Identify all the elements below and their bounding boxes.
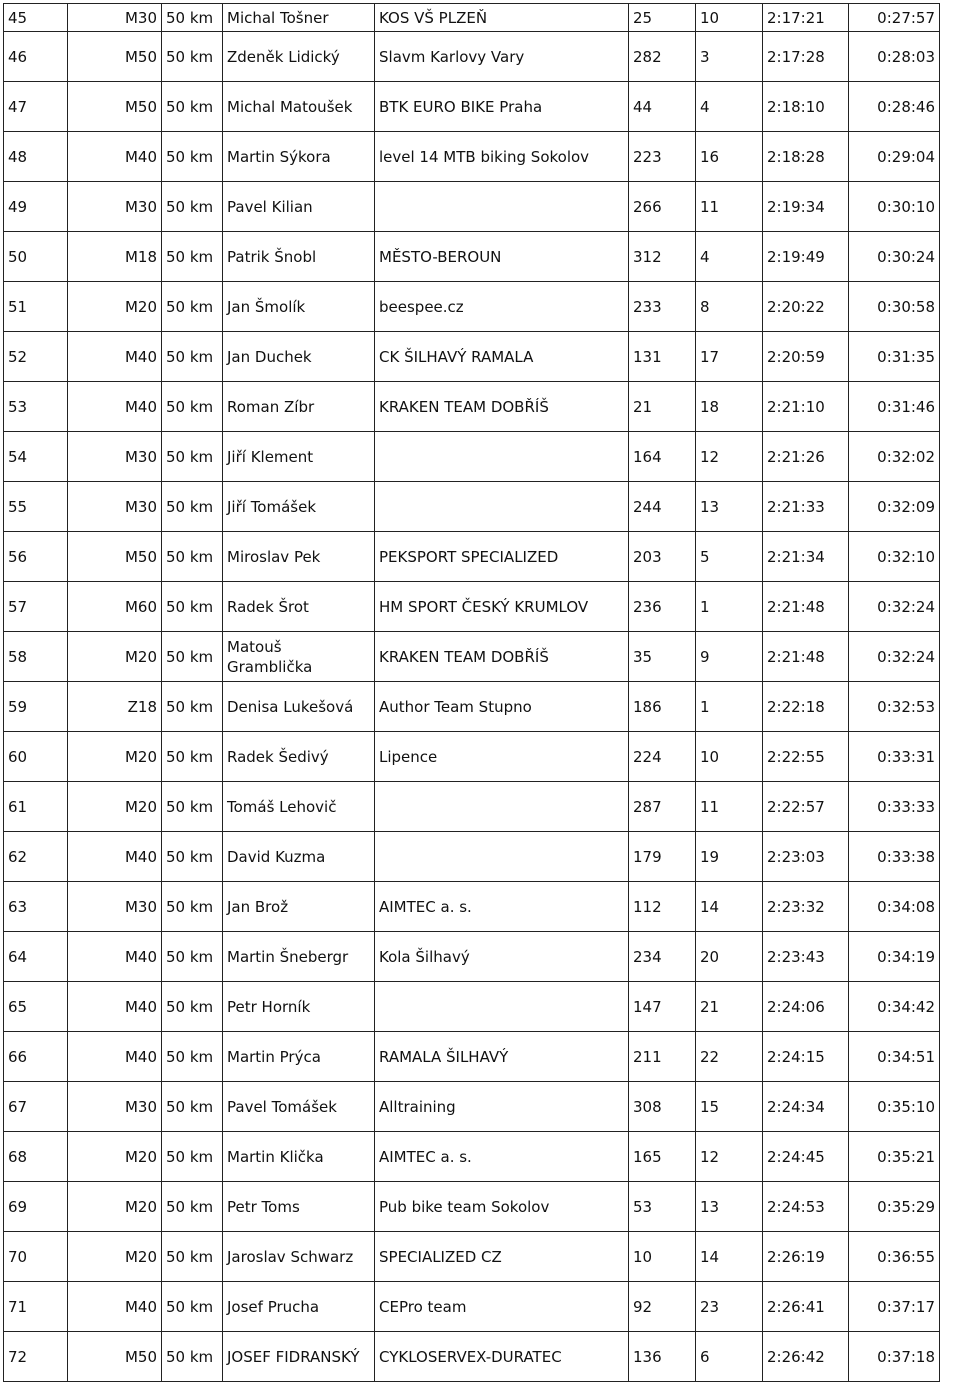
team-cell xyxy=(375,982,629,1032)
category-position-cell: 18 xyxy=(696,382,763,432)
team-cell: RAMALA ŠILHAVÝ xyxy=(375,1032,629,1082)
rider-name-cell: Jan Šmolík xyxy=(223,282,375,332)
distance-cell: 50 km xyxy=(162,1182,223,1232)
position-cell: 59 xyxy=(4,682,68,732)
finish-time-cell: 2:23:32 xyxy=(763,882,849,932)
finish-time-cell: 2:26:42 xyxy=(763,1332,849,1382)
team-cell: Lipence xyxy=(375,732,629,782)
start-number-cell: 236 xyxy=(629,582,696,632)
start-number-cell: 164 xyxy=(629,432,696,482)
category-position-cell: 3 xyxy=(696,32,763,82)
category-cell: M40 xyxy=(68,832,162,882)
time-loss-cell: 0:35:10 xyxy=(849,1082,940,1132)
time-loss-cell: 0:30:58 xyxy=(849,282,940,332)
time-loss-cell: 0:32:53 xyxy=(849,682,940,732)
distance-cell: 50 km xyxy=(162,82,223,132)
team-cell: PEKSPORT SPECIALIZED xyxy=(375,532,629,582)
category-cell: M20 xyxy=(68,732,162,782)
start-number-cell: 131 xyxy=(629,332,696,382)
team-cell: Alltraining xyxy=(375,1082,629,1132)
start-number-cell: 308 xyxy=(629,1082,696,1132)
start-number-cell: 211 xyxy=(629,1032,696,1082)
finish-time-cell: 2:18:10 xyxy=(763,82,849,132)
distance-cell: 50 km xyxy=(162,882,223,932)
category-position-cell: 10 xyxy=(696,4,763,32)
team-cell: AIMTEC a. s. xyxy=(375,882,629,932)
finish-time-cell: 2:24:34 xyxy=(763,1082,849,1132)
distance-cell: 50 km xyxy=(162,482,223,532)
position-cell: 65 xyxy=(4,982,68,1032)
table-row xyxy=(4,582,940,632)
category-cell: M40 xyxy=(68,932,162,982)
team-cell: SPECIALIZED CZ xyxy=(375,1232,629,1282)
position-cell: 52 xyxy=(4,332,68,382)
team-cell xyxy=(375,432,629,482)
position-cell: 67 xyxy=(4,1082,68,1132)
start-number-cell: 223 xyxy=(629,132,696,182)
team-cell xyxy=(375,482,629,532)
rider-name-cell: Jiří Tomášek xyxy=(223,482,375,532)
team-cell: CYKLOSERVEX-DURATEC xyxy=(375,1332,629,1382)
rider-name-cell: Miroslav Pek xyxy=(223,532,375,582)
category-position-cell: 10 xyxy=(696,732,763,782)
start-number-cell: 224 xyxy=(629,732,696,782)
finish-time-cell: 2:19:34 xyxy=(763,182,849,232)
finish-time-cell: 2:21:48 xyxy=(763,632,849,682)
team-cell: KRAKEN TEAM DOBŘÍŠ xyxy=(375,382,629,432)
category-cell: M30 xyxy=(68,4,162,32)
position-cell: 47 xyxy=(4,82,68,132)
category-cell: M40 xyxy=(68,982,162,1032)
position-cell: 69 xyxy=(4,1182,68,1232)
rider-name-cell: Pavel Tomášek xyxy=(223,1082,375,1132)
distance-cell: 50 km xyxy=(162,732,223,782)
finish-time-cell: 2:21:33 xyxy=(763,482,849,532)
position-cell: 60 xyxy=(4,732,68,782)
team-cell: beespee.cz xyxy=(375,282,629,332)
finish-time-cell: 2:24:53 xyxy=(763,1182,849,1232)
category-cell: M30 xyxy=(68,182,162,232)
start-number-cell: 92 xyxy=(629,1282,696,1332)
distance-cell: 50 km xyxy=(162,582,223,632)
category-position-cell: 17 xyxy=(696,332,763,382)
table-row xyxy=(4,82,940,132)
rider-name-cell: Jiří Klement xyxy=(223,432,375,482)
team-cell xyxy=(375,182,629,232)
distance-cell: 50 km xyxy=(162,982,223,1032)
distance-cell: 50 km xyxy=(162,4,223,32)
finish-time-cell: 2:26:41 xyxy=(763,1282,849,1332)
distance-cell: 50 km xyxy=(162,332,223,382)
rider-name-cell: Michal Tošner xyxy=(223,4,375,32)
category-cell: M20 xyxy=(68,782,162,832)
category-position-cell: 4 xyxy=(696,232,763,282)
team-cell: Slavm Karlovy Vary xyxy=(375,32,629,82)
category-cell: M60 xyxy=(68,582,162,632)
team-cell: KOS VŠ PLZEŇ xyxy=(375,4,629,32)
rider-name-cell: Denisa Lukešová xyxy=(223,682,375,732)
time-loss-cell: 0:34:51 xyxy=(849,1032,940,1082)
position-cell: 55 xyxy=(4,482,68,532)
rider-name-cell: Radek Šrot xyxy=(223,582,375,632)
category-position-cell: 9 xyxy=(696,632,763,682)
table-row xyxy=(4,682,940,732)
category-cell: M40 xyxy=(68,1032,162,1082)
time-loss-cell: 0:37:18 xyxy=(849,1332,940,1382)
rider-name-cell: Michal Matoušek xyxy=(223,82,375,132)
time-loss-cell: 0:33:33 xyxy=(849,782,940,832)
finish-time-cell: 2:26:19 xyxy=(763,1232,849,1282)
position-cell: 61 xyxy=(4,782,68,832)
category-cell: M20 xyxy=(68,1132,162,1182)
table-row xyxy=(4,932,940,982)
category-cell: M40 xyxy=(68,382,162,432)
time-loss-cell: 0:35:21 xyxy=(849,1132,940,1182)
position-cell: 46 xyxy=(4,32,68,82)
rider-name-cell: Jan Duchek xyxy=(223,332,375,382)
table-row xyxy=(4,982,940,1032)
distance-cell: 50 km xyxy=(162,1232,223,1282)
time-loss-cell: 0:30:24 xyxy=(849,232,940,282)
category-cell: M20 xyxy=(68,1182,162,1232)
table-row xyxy=(4,1332,940,1382)
category-position-cell: 20 xyxy=(696,932,763,982)
category-position-cell: 19 xyxy=(696,832,763,882)
table-row xyxy=(4,1132,940,1182)
team-cell: BTK EURO BIKE Praha xyxy=(375,82,629,132)
distance-cell: 50 km xyxy=(162,32,223,82)
distance-cell: 50 km xyxy=(162,532,223,582)
start-number-cell: 112 xyxy=(629,882,696,932)
table-row xyxy=(4,732,940,782)
position-cell: 54 xyxy=(4,432,68,482)
finish-time-cell: 2:17:21 xyxy=(763,4,849,32)
start-number-cell: 44 xyxy=(629,82,696,132)
distance-cell: 50 km xyxy=(162,1332,223,1382)
start-number-cell: 147 xyxy=(629,982,696,1032)
team-cell: CEPro team xyxy=(375,1282,629,1332)
start-number-cell: 266 xyxy=(629,182,696,232)
category-cell: M50 xyxy=(68,532,162,582)
position-cell: 51 xyxy=(4,282,68,332)
start-number-cell: 165 xyxy=(629,1132,696,1182)
category-position-cell: 4 xyxy=(696,82,763,132)
team-cell xyxy=(375,782,629,832)
finish-time-cell: 2:18:28 xyxy=(763,132,849,182)
category-position-cell: 12 xyxy=(696,1132,763,1182)
finish-time-cell: 2:24:15 xyxy=(763,1032,849,1082)
finish-time-cell: 2:24:45 xyxy=(763,1132,849,1182)
category-position-cell: 1 xyxy=(696,582,763,632)
rider-name-cell: Roman Zíbr xyxy=(223,382,375,432)
table-row xyxy=(4,4,940,32)
category-position-cell: 1 xyxy=(696,682,763,732)
distance-cell: 50 km xyxy=(162,1032,223,1082)
position-cell: 62 xyxy=(4,832,68,882)
start-number-cell: 10 xyxy=(629,1232,696,1282)
team-cell: Author Team Stupno xyxy=(375,682,629,732)
time-loss-cell: 0:29:04 xyxy=(849,132,940,182)
position-cell: 72 xyxy=(4,1332,68,1382)
category-position-cell: 15 xyxy=(696,1082,763,1132)
table-row xyxy=(4,232,940,282)
distance-cell: 50 km xyxy=(162,182,223,232)
rider-name-cell: Patrik Šnobl xyxy=(223,232,375,282)
team-cell: KRAKEN TEAM DOBŘÍŠ xyxy=(375,632,629,682)
time-loss-cell: 0:32:02 xyxy=(849,432,940,482)
team-cell: level 14 MTB biking Sokolov xyxy=(375,132,629,182)
table-row xyxy=(4,1032,940,1082)
time-loss-cell: 0:34:19 xyxy=(849,932,940,982)
category-cell: M40 xyxy=(68,132,162,182)
position-cell: 63 xyxy=(4,882,68,932)
time-loss-cell: 0:34:42 xyxy=(849,982,940,1032)
team-cell: MĚSTO-BEROUN xyxy=(375,232,629,282)
table-row xyxy=(4,482,940,532)
position-cell: 70 xyxy=(4,1232,68,1282)
category-cell: M30 xyxy=(68,482,162,532)
time-loss-cell: 0:36:55 xyxy=(849,1232,940,1282)
category-position-cell: 11 xyxy=(696,782,763,832)
time-loss-cell: 0:28:46 xyxy=(849,82,940,132)
finish-time-cell: 2:21:34 xyxy=(763,532,849,582)
distance-cell: 50 km xyxy=(162,832,223,882)
category-position-cell: 8 xyxy=(696,282,763,332)
time-loss-cell: 0:35:29 xyxy=(849,1182,940,1232)
start-number-cell: 179 xyxy=(629,832,696,882)
table-row xyxy=(4,1082,940,1132)
results-table-body xyxy=(4,4,940,1382)
position-cell: 49 xyxy=(4,182,68,232)
time-loss-cell: 0:32:10 xyxy=(849,532,940,582)
table-row xyxy=(4,282,940,332)
category-position-cell: 14 xyxy=(696,1232,763,1282)
table-row xyxy=(4,132,940,182)
category-cell: M20 xyxy=(68,632,162,682)
time-loss-cell: 0:31:35 xyxy=(849,332,940,382)
rider-name-cell: Jan Brož xyxy=(223,882,375,932)
distance-cell: 50 km xyxy=(162,1282,223,1332)
start-number-cell: 186 xyxy=(629,682,696,732)
distance-cell: 50 km xyxy=(162,1082,223,1132)
category-position-cell: 23 xyxy=(696,1282,763,1332)
rider-name-cell: Martin Klička xyxy=(223,1132,375,1182)
category-position-cell: 21 xyxy=(696,982,763,1032)
category-cell: M20 xyxy=(68,1232,162,1282)
table-row xyxy=(4,32,940,82)
position-cell: 50 xyxy=(4,232,68,282)
time-loss-cell: 0:32:24 xyxy=(849,632,940,682)
finish-time-cell: 2:22:18 xyxy=(763,682,849,732)
position-cell: 66 xyxy=(4,1032,68,1082)
category-cell: Z18 xyxy=(68,682,162,732)
team-cell: CK ŠILHAVÝ RAMALA xyxy=(375,332,629,382)
finish-time-cell: 2:22:55 xyxy=(763,732,849,782)
category-cell: M30 xyxy=(68,882,162,932)
category-cell: M50 xyxy=(68,1332,162,1382)
start-number-cell: 287 xyxy=(629,782,696,832)
category-position-cell: 16 xyxy=(696,132,763,182)
category-position-cell: 22 xyxy=(696,1032,763,1082)
time-loss-cell: 0:32:24 xyxy=(849,582,940,632)
category-position-cell: 11 xyxy=(696,182,763,232)
category-cell: M30 xyxy=(68,432,162,482)
team-cell: Pub bike team Sokolov xyxy=(375,1182,629,1232)
distance-cell: 50 km xyxy=(162,682,223,732)
category-position-cell: 13 xyxy=(696,1182,763,1232)
finish-time-cell: 2:22:57 xyxy=(763,782,849,832)
finish-time-cell: 2:20:22 xyxy=(763,282,849,332)
category-position-cell: 14 xyxy=(696,882,763,932)
start-number-cell: 53 xyxy=(629,1182,696,1232)
rider-name-cell: Martin Šnebergr xyxy=(223,932,375,982)
category-cell: M18 xyxy=(68,232,162,282)
table-row xyxy=(4,432,940,482)
position-cell: 56 xyxy=(4,532,68,582)
time-loss-cell: 0:33:38 xyxy=(849,832,940,882)
distance-cell: 50 km xyxy=(162,132,223,182)
finish-time-cell: 2:23:03 xyxy=(763,832,849,882)
finish-time-cell: 2:20:59 xyxy=(763,332,849,382)
rider-name-cell: Jaroslav Schwarz xyxy=(223,1232,375,1282)
rider-name-cell: JOSEF FIDRANSKÝ xyxy=(223,1332,375,1382)
distance-cell: 50 km xyxy=(162,932,223,982)
category-cell: M40 xyxy=(68,1282,162,1332)
position-cell: 45 xyxy=(4,4,68,32)
time-loss-cell: 0:31:46 xyxy=(849,382,940,432)
rider-name-cell: Petr Toms xyxy=(223,1182,375,1232)
rider-name-cell: Zdeněk Lidický xyxy=(223,32,375,82)
table-row xyxy=(4,332,940,382)
start-number-cell: 244 xyxy=(629,482,696,532)
distance-cell: 50 km xyxy=(162,1132,223,1182)
category-position-cell: 5 xyxy=(696,532,763,582)
position-cell: 64 xyxy=(4,932,68,982)
distance-cell: 50 km xyxy=(162,282,223,332)
table-row xyxy=(4,1182,940,1232)
start-number-cell: 35 xyxy=(629,632,696,682)
distance-cell: 50 km xyxy=(162,232,223,282)
rider-name-cell: Radek Šedivý xyxy=(223,732,375,782)
start-number-cell: 203 xyxy=(629,532,696,582)
distance-cell: 50 km xyxy=(162,382,223,432)
category-position-cell: 13 xyxy=(696,482,763,532)
rider-name-cell: Tomáš Lehovič xyxy=(223,782,375,832)
start-number-cell: 234 xyxy=(629,932,696,982)
distance-cell: 50 km xyxy=(162,632,223,682)
category-cell: M20 xyxy=(68,282,162,332)
table-row xyxy=(4,182,940,232)
finish-time-cell: 2:19:49 xyxy=(763,232,849,282)
position-cell: 48 xyxy=(4,132,68,182)
distance-cell: 50 km xyxy=(162,432,223,482)
rider-name-cell: Petr Horník xyxy=(223,982,375,1032)
finish-time-cell: 2:24:06 xyxy=(763,982,849,1032)
table-row xyxy=(4,1232,940,1282)
time-loss-cell: 0:34:08 xyxy=(849,882,940,932)
finish-time-cell: 2:21:26 xyxy=(763,432,849,482)
start-number-cell: 233 xyxy=(629,282,696,332)
table-row xyxy=(4,782,940,832)
start-number-cell: 136 xyxy=(629,1332,696,1382)
table-row xyxy=(4,532,940,582)
position-cell: 57 xyxy=(4,582,68,632)
finish-time-cell: 2:21:10 xyxy=(763,382,849,432)
rider-name-cell: Martin Sýkora xyxy=(223,132,375,182)
time-loss-cell: 0:32:09 xyxy=(849,482,940,532)
position-cell: 71 xyxy=(4,1282,68,1332)
position-cell: 68 xyxy=(4,1132,68,1182)
distance-cell: 50 km xyxy=(162,782,223,832)
rider-name-cell: Josef Prucha xyxy=(223,1282,375,1332)
team-cell: AIMTEC a. s. xyxy=(375,1132,629,1182)
category-cell: M50 xyxy=(68,82,162,132)
rider-name-cell: Pavel Kilian xyxy=(223,182,375,232)
category-position-cell: 12 xyxy=(696,432,763,482)
finish-time-cell: 2:17:28 xyxy=(763,32,849,82)
category-cell: M50 xyxy=(68,32,162,82)
position-cell: 53 xyxy=(4,382,68,432)
team-cell xyxy=(375,832,629,882)
start-number-cell: 21 xyxy=(629,382,696,432)
rider-name-cell: Matouš Gramblička xyxy=(223,632,375,682)
team-cell: HM SPORT ČESKÝ KRUMLOV xyxy=(375,582,629,632)
finish-time-cell: 2:23:43 xyxy=(763,932,849,982)
category-cell: M30 xyxy=(68,1082,162,1132)
start-number-cell: 282 xyxy=(629,32,696,82)
time-loss-cell: 0:27:57 xyxy=(849,4,940,32)
category-cell: M40 xyxy=(68,332,162,382)
table-row xyxy=(4,632,940,682)
table-row xyxy=(4,882,940,932)
time-loss-cell: 0:30:10 xyxy=(849,182,940,232)
team-cell: Kola Šilhavý xyxy=(375,932,629,982)
table-row xyxy=(4,832,940,882)
finish-time-cell: 2:21:48 xyxy=(763,582,849,632)
rider-name-cell: Martin Prýca xyxy=(223,1032,375,1082)
time-loss-cell: 0:37:17 xyxy=(849,1282,940,1332)
start-number-cell: 312 xyxy=(629,232,696,282)
position-cell: 58 xyxy=(4,632,68,682)
category-position-cell: 6 xyxy=(696,1332,763,1382)
time-loss-cell: 0:28:03 xyxy=(849,32,940,82)
rider-name-cell: David Kuzma xyxy=(223,832,375,882)
time-loss-cell: 0:33:31 xyxy=(849,732,940,782)
start-number-cell: 25 xyxy=(629,4,696,32)
table-row xyxy=(4,1282,940,1332)
results-table xyxy=(3,3,940,1382)
table-row xyxy=(4,382,940,432)
